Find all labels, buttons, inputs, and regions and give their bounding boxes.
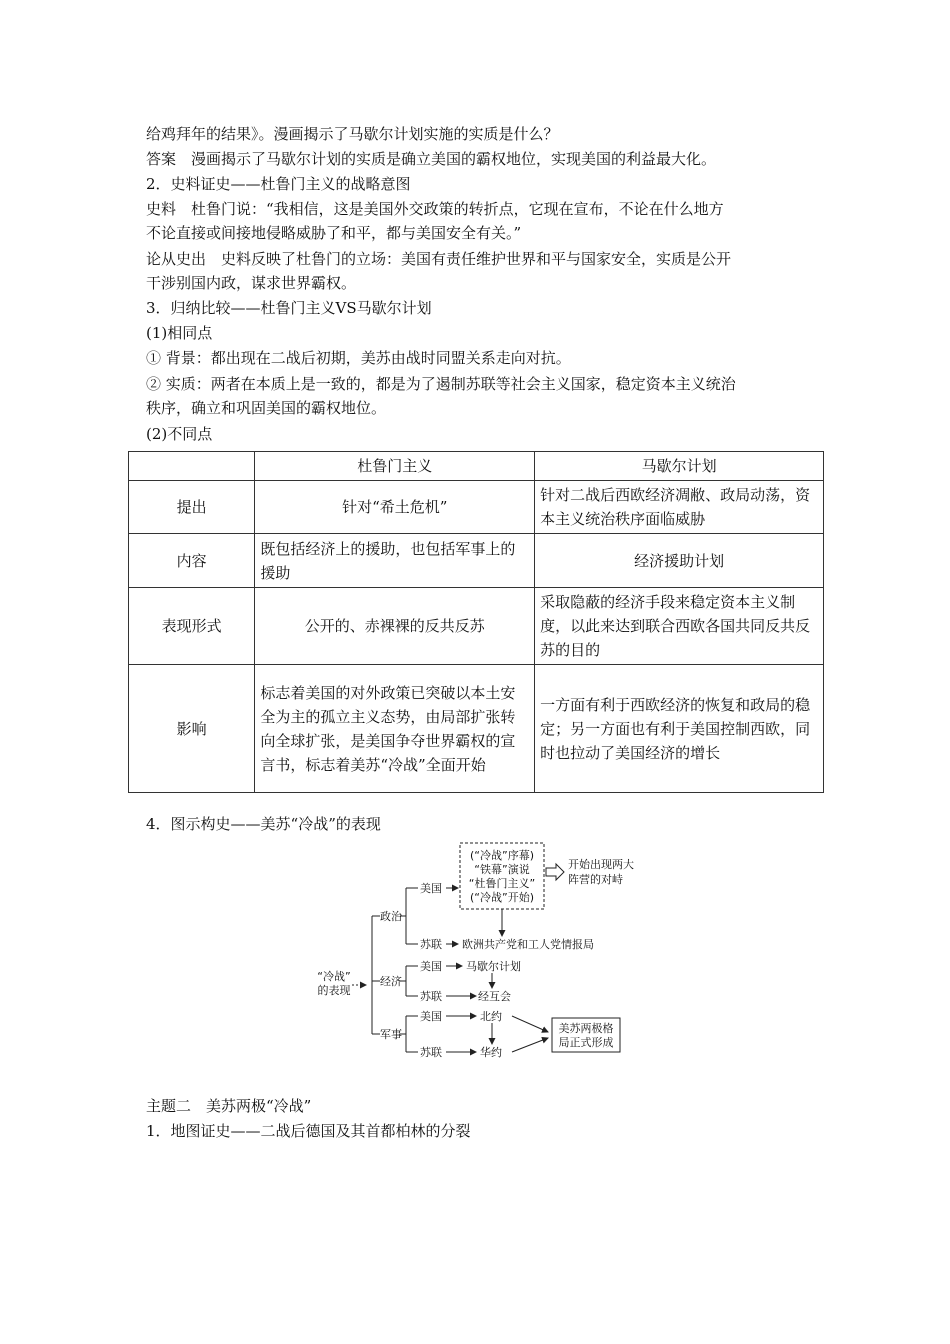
table-row <box>129 665 824 793</box>
table-row <box>129 481 824 534</box>
table-cell: 针对二战后西欧经济凋敝、政局动荡，资本主义统治秩序面临威胁 <box>535 481 824 534</box>
table-cell: 一方面有利于西欧经济的恢复和政局的稳定；另一方面也有利于美国控制西欧，同时也拉动了美国经济的增长 <box>535 665 824 793</box>
diagram-economy: 经济 <box>380 975 402 988</box>
section-heading: 主题二 美苏两极“冷战” <box>146 1097 312 1115</box>
diagram-root-line2: 的表现 <box>317 984 351 997</box>
row-label: 表现形式 <box>129 588 255 665</box>
table-cell: 采取隐蔽的经济手段来稳定资本主义制度，以此来达到联合西欧各国共同反共反苏的目的 <box>535 588 824 665</box>
diagram-outcome1-line2: 阵营的对峙 <box>568 873 623 886</box>
diagram-root-line1: “冷战” <box>317 970 351 983</box>
paragraph-line: 论从史出 史料反映了杜鲁门的立场：美国有责任维护世界和平与国家安全，实质是公开 <box>146 250 732 268</box>
comparison-table <box>128 451 824 793</box>
diagram-marshall: 马歇尔计划 <box>466 960 521 973</box>
diagram-dashed-line4: (“冷战”开始) <box>470 891 534 904</box>
section-heading: 4．图示构史——美苏“冷战”的表现 <box>146 815 381 833</box>
table-header-cell: 马歇尔计划 <box>535 452 824 481</box>
table-row <box>129 588 824 665</box>
diagram-nato: 北约 <box>480 1010 502 1023</box>
paragraph-line: 干涉别国内政，谋求世界霸权。 <box>146 274 357 292</box>
diagram-usa: 美国 <box>420 1010 442 1023</box>
diagram-outcome2-line1: 美苏两极格 <box>558 1022 614 1035</box>
paragraph-line: 给鸡拜年的结果》。漫画揭示了马歇尔计划实施的实质是什么？ <box>146 125 559 143</box>
paragraph-line: (1)相同点 <box>146 324 213 342</box>
diagram-ussr: 苏联 <box>420 938 442 951</box>
row-label: 提出 <box>129 481 255 534</box>
table-header-cell <box>129 452 255 481</box>
table-cell: 针对“希土危机” <box>255 481 535 534</box>
diagram-warsaw: 华约 <box>480 1046 502 1059</box>
diagram-outcome1-line1: 开始出现两大 <box>568 858 634 871</box>
table-header-row <box>129 452 824 481</box>
table-cell: 标志着美国的对外政策已突破以本土安全为主的孤立主义态势，由局部扩张转向全球扩张，是美国争夺世界霸权的宣言书，标志着美苏“冷战”全面开始 <box>255 665 535 793</box>
table-cell: 经济援助计划 <box>535 534 824 588</box>
diagram-military: 军事 <box>380 1028 402 1041</box>
paragraph-line: ① 背景：都出现在二战后初期，美苏由战时同盟关系走向对抗。 <box>146 349 571 367</box>
section-heading: 2．史料证史——杜鲁门主义的战略意图 <box>146 175 411 193</box>
section-heading: 3．归纳比较——杜鲁门主义VS马歇尔计划 <box>146 299 432 317</box>
row-label: 影响 <box>129 665 255 793</box>
paragraph-line: (2)不同点 <box>146 425 213 443</box>
diagram-ussr: 苏联 <box>420 1046 442 1059</box>
diagram-ussr: 苏联 <box>420 990 442 1003</box>
paragraph-line: ② 实质：两者在本质上是一致的，都是为了遏制苏联等社会主义国家，稳定资本主义统治 <box>146 375 736 393</box>
paragraph-line: 史料 杜鲁门说：“我相信，这是美国外交政策的转折点，它现在宣布，不论在什么地方 <box>146 200 724 218</box>
diagram-politics: 政治 <box>380 910 402 923</box>
table-row <box>129 534 824 588</box>
diagram-usa: 美国 <box>420 882 442 895</box>
table-header-cell: 杜鲁门主义 <box>255 452 535 481</box>
diagram-dashed-line1: (“冷战”序幕) <box>470 849 534 862</box>
row-label: 内容 <box>129 534 255 588</box>
diagram-comecon: 经互会 <box>478 990 511 1003</box>
diagram-dashed-line3: “杜鲁门主义” <box>468 877 536 890</box>
section-heading: 1．地图证史——二战后德国及其首都柏林的分裂 <box>146 1122 471 1140</box>
diagram-outcome2-line2: 局正式形成 <box>558 1036 614 1049</box>
paragraph-line: 答案 漫画揭示了马歇尔计划的实质是确立美国的霸权地位，实现美国的利益最大化。 <box>146 150 717 168</box>
table-cell: 既包括经济上的援助，也包括军事上的援助 <box>255 534 535 588</box>
diagram-cominform: 欧洲共产党和工人党情报局 <box>462 938 594 951</box>
cold-war-diagram <box>300 838 660 1070</box>
diagram-dashed-line2: “铁幕”演说 <box>474 863 530 876</box>
table-cell: 公开的、赤裸裸的反共反苏 <box>255 588 535 665</box>
diagram-usa: 美国 <box>420 960 442 973</box>
paragraph-line: 秩序，确立和巩固美国的霸权地位。 <box>146 399 387 417</box>
paragraph-line: 不论直接或间接地侵略威胁了和平，都与美国安全有关。” <box>146 224 522 242</box>
